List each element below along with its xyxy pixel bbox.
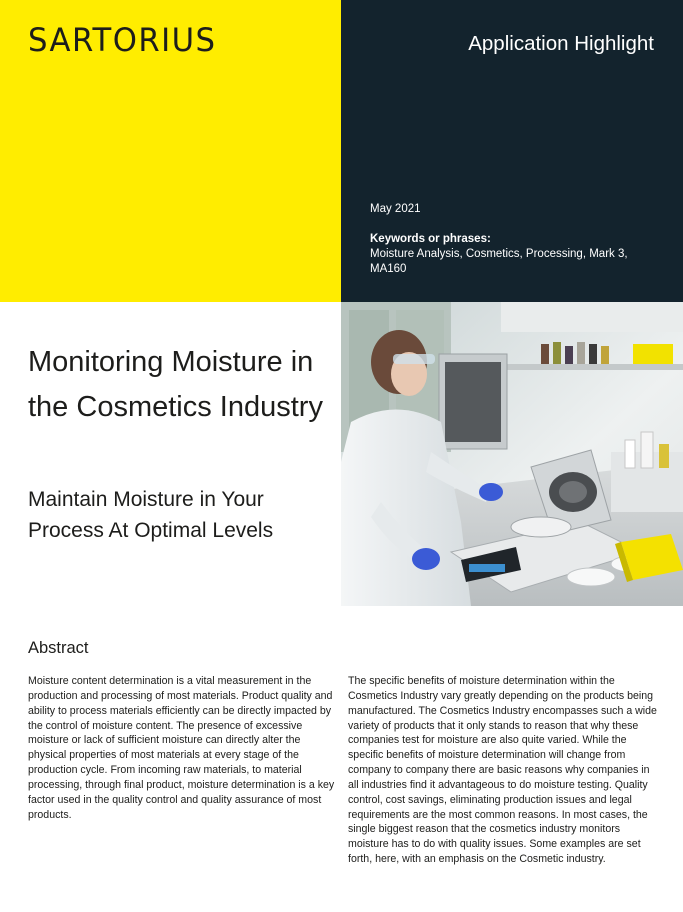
header-dark-panel bbox=[341, 0, 683, 302]
lab-photo-illustration bbox=[341, 302, 683, 606]
document-meta bbox=[370, 202, 660, 277]
lab-photo bbox=[341, 302, 683, 606]
header-yellow-panel bbox=[0, 0, 341, 302]
document-type: Application Highlight bbox=[468, 32, 654, 55]
publication-date: May 2021 bbox=[370, 203, 421, 215]
keywords-list: Moisture Analysis, Cosmetics, Processing, Mark 3, MA160 bbox=[370, 248, 628, 275]
abstract-text-right: The specific benefits of moisture determination within the Cosmetics Industry vary greatly depending on the products being manufactured. The Cosmetics Industry encompasses such a wide variety of products that it only stands to reason that why these companies test for moisture are also quite varied. While the specific benefits of moisture determination will change from company to company there are basic reasons why companies in all industries find it advantageous to do moisture testing. Quality control, cost savings, eliminating production issues and legal requirements are the most common reasons. In most cases, the single biggest reason that the cosmetics industry monitors moisture has to do with quality issues. Some examples are set forth, here, with an emphasis on the Cosmetic industry. bbox=[348, 675, 657, 866]
sartorius-logo: SARTORIUS bbox=[28, 21, 217, 59]
keywords-label: Keywords or phrases: bbox=[370, 233, 491, 245]
page-subtitle: Maintain Moisture in Your Process At Optimal Levels bbox=[28, 488, 274, 542]
abstract-heading: Abstract bbox=[28, 639, 89, 657]
page-title: Monitoring Moisture in the Cosmetics Industry bbox=[28, 346, 323, 423]
abstract-text-left: Moisture content determination is a vital measurement in the production and processing of most materials. Product quality and ability to process materials efficiently can be directly impacted by the control of moisture content. The presence of excessive moisture or lack of sufficient moisture can directly alter the physical properties of most materials at every stage of the production cycle. From incoming raw materials, to material processing, through final product, moisture determination is a key factor used in the quality control and quality assurance of most products. bbox=[28, 675, 335, 821]
